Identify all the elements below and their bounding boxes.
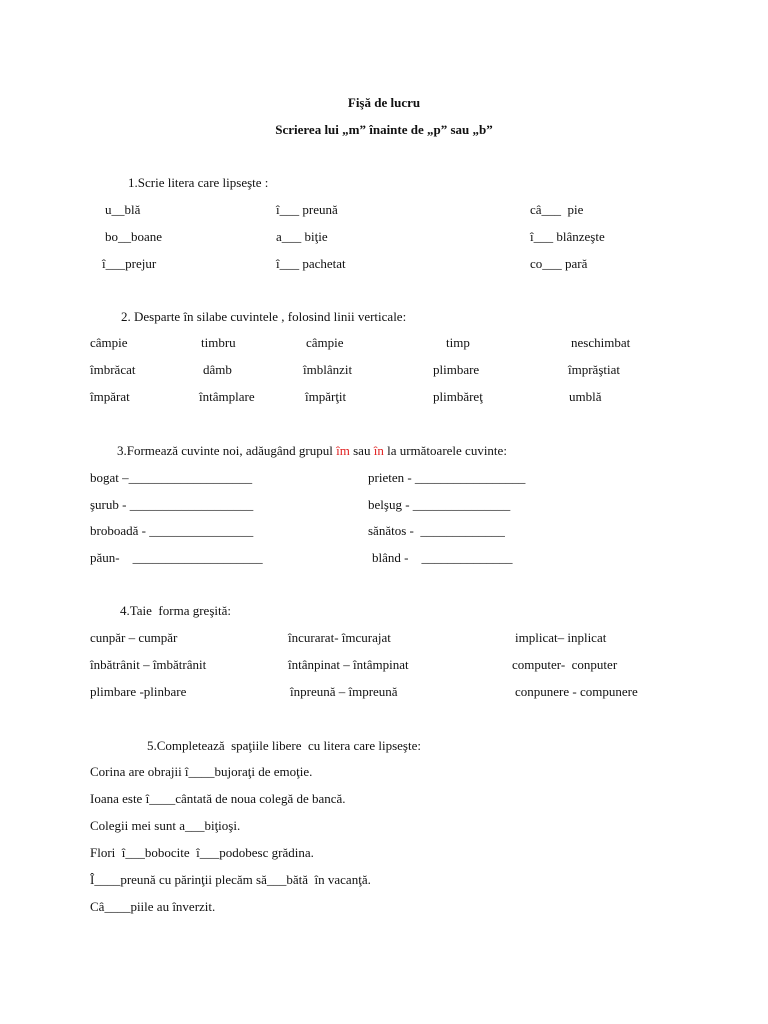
- ex1-word: co___ pară: [530, 256, 588, 271]
- ex2-word: umblă: [569, 389, 602, 404]
- ex5-sentence: Î____preună cu părinţii plecăm să___bătă în vacanţă.: [90, 872, 371, 887]
- ex2-word: împrăştiat: [568, 362, 620, 377]
- ex3-item: prieten - _________________: [368, 470, 526, 485]
- page-title: Fişă de lucru: [347, 95, 421, 110]
- ex3-item: blând - ______________: [372, 550, 513, 565]
- ex2-word: câmpie: [306, 335, 344, 350]
- ex2-word: împărat: [90, 389, 130, 404]
- ex3-instruction-pre: 3.Formează cuvinte noi, adăugând grupul: [117, 443, 337, 458]
- ex4-item: înbătrânit – îmbătrânit: [90, 657, 207, 672]
- ex2-word: împărţit: [305, 389, 347, 404]
- group-im-highlight: îm: [336, 443, 350, 458]
- ex1-instruction: 1.Scrie litera care lipseşte :: [128, 175, 269, 190]
- ex1-word: u__blă: [105, 202, 141, 217]
- ex3-item: păun- ____________________: [90, 550, 263, 565]
- ex2-word: câmpie: [90, 335, 128, 350]
- ex3-item: bogat –___________________: [90, 470, 253, 485]
- ex4-item: întânpinat – întâmpinat: [288, 657, 409, 672]
- ex1-word: î___ blânzeşte: [530, 229, 605, 244]
- ex3-item: belşug - _______________: [368, 497, 511, 512]
- ex4-item: cunpăr – cumpăr: [90, 630, 178, 645]
- ex5-sentence: Ioana este î____cântată de noua colegă de bancă.: [90, 791, 346, 806]
- ex4-item: computer- conputer: [512, 657, 618, 672]
- ex4-item: încurarat- îmcurajat: [288, 630, 391, 645]
- ex3-instruction-post: la următoarele cuvinte:: [383, 443, 507, 458]
- page-subtitle: Scrierea lui „m” înainte de „p” sau „b”: [275, 122, 493, 137]
- ex3-item: şurub - ___________________: [90, 497, 254, 512]
- ex1-word: a___ biţie: [276, 229, 328, 244]
- ex2-instruction: 2. Desparte în silabe cuvintele , folosind linii verticale:: [121, 309, 407, 324]
- ex2-word: timp: [446, 335, 470, 350]
- ex1-word: î___ pachetat: [276, 256, 346, 271]
- ex2-word: dâmb: [203, 362, 232, 377]
- ex2-word: întâmplare: [199, 389, 255, 404]
- ex2-word: plimbăreţ: [433, 389, 483, 404]
- ex1-word: bo__boane: [105, 229, 163, 244]
- ex5-sentence: Câ____piile au înverzit.: [90, 899, 216, 914]
- ex2-word: timbru: [201, 335, 236, 350]
- ex5-sentence: Flori î___bobocite î___podobesc grădina.: [90, 845, 314, 860]
- ex3-instruction-conj: sau: [349, 443, 374, 458]
- ex1-word: î___ preună: [276, 202, 338, 217]
- ex4-item: conpunere - compunere: [515, 684, 638, 699]
- ex2-word: îmblânzit: [303, 362, 353, 377]
- ex1-word: câ___ pie: [530, 202, 584, 217]
- ex1-word: î___prejur: [102, 256, 157, 271]
- ex4-item: implicat– inplicat: [515, 630, 607, 645]
- ex2-word: neschimbat: [571, 335, 631, 350]
- ex4-instruction: 4.Taie forma greşită:: [120, 603, 231, 618]
- group-in-highlight: în: [373, 443, 384, 458]
- ex5-sentence: Corina are obrajii î____bujoraţi de emoţie.: [90, 764, 313, 779]
- ex3-item: sănătos - _____________: [368, 523, 505, 538]
- ex4-item: plimbare -plinbare: [90, 684, 187, 699]
- ex2-word: plimbare: [433, 362, 480, 377]
- ex2-word: îmbrăcat: [90, 362, 136, 377]
- ex3-instruction: [117, 443, 507, 459]
- ex4-item: înpreună – împreună: [290, 684, 398, 699]
- ex5-sentence: Colegii mei sunt a___biţioşi.: [90, 818, 241, 833]
- ex3-item: broboadă - ________________: [90, 523, 254, 538]
- ex5-instruction: 5.Completează spaţiile libere cu litera care lipseşte:: [147, 738, 421, 753]
